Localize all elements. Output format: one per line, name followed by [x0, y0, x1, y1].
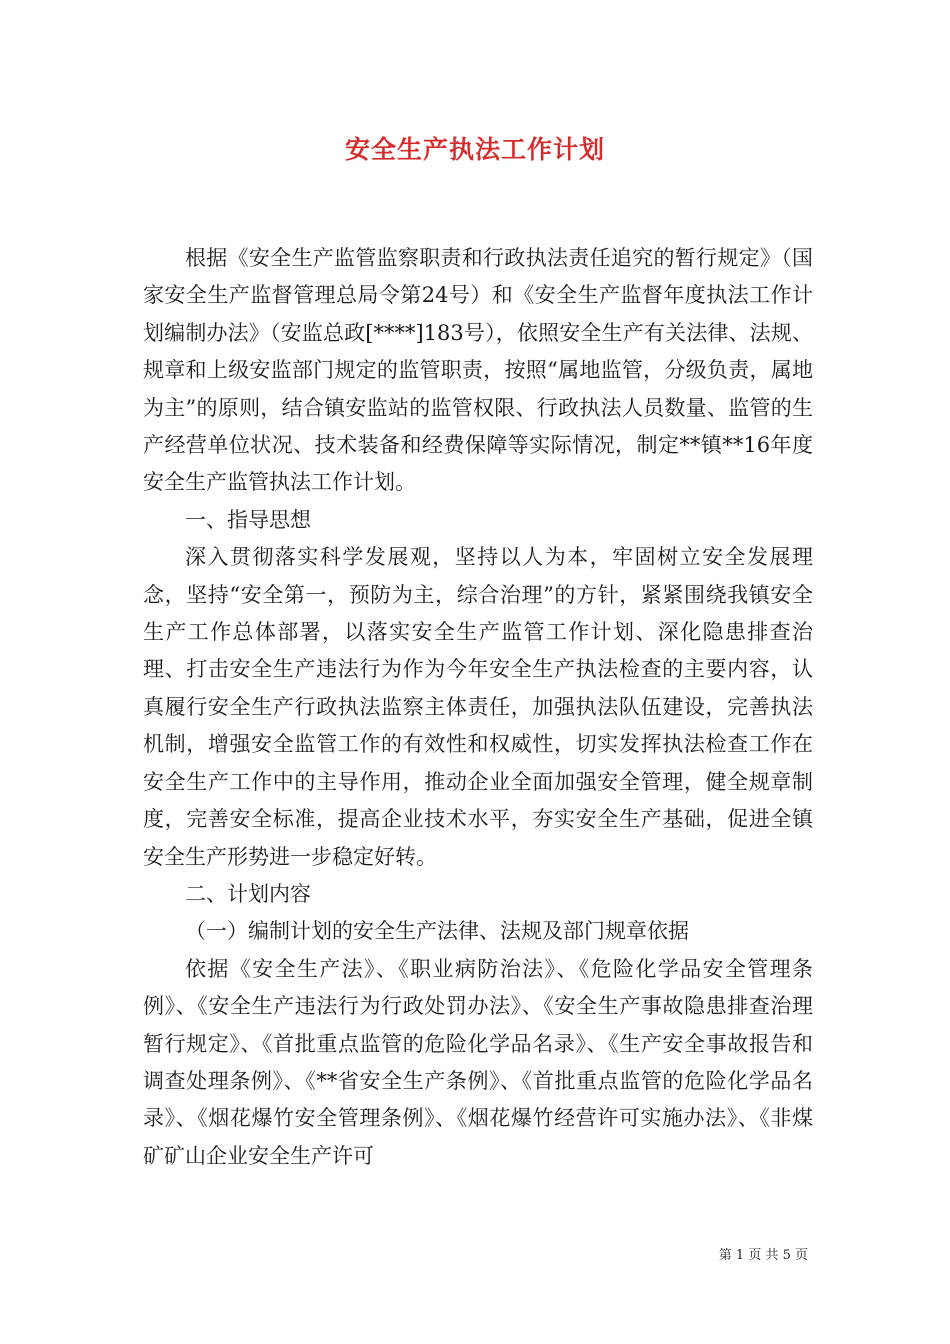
document-body	[143, 240, 813, 1175]
heading-plan-content: 二、计划内容	[185, 881, 311, 906]
paragraph-guiding-ideology: 深入贯彻落实科学发展观，坚持以人为本，牢固树立安全发展理念，坚持“安全第一，预防为主，综合治理”的方针，紧紧围绕我镇安全生产工作总体部署，以落实安全生产监管工作计划、深化隐患排查治理、打击安全生产违法行为作为今年安全生产执法检查的主要内容，认真履行安全生产行政执法监察主体责任，加强执法队伍建设，完善执法机制，增强安全监管工作的有效性和权威性，切实发挥执法检查工作在安全生产工作中的主导作用，推动企业全面加强安全管理，健全规章制度，完善安全标准，提高企业技术水平，夯实安全生产基础，促进全镇安全生产形势进一步稳定好转。	[143, 545, 813, 869]
heading-guiding-ideology: 一、指导思想	[185, 507, 311, 532]
subheading-legal-basis: （一）编制计划的安全生产法律、法规及部门规章依据	[185, 919, 689, 944]
paragraph-intro: 根据《安全生产监管监察职责和行政执法责任追究的暂行规定》（国家安全生产监督管理总局令第24号）和《安全生产监督年度执法工作计划编制办法》（安监总政[****]183号），依照安全生产有关法律、法规、规章和上级安监部门规定的监管职责，按照“属地监管，分级负责，属地为主”的原则，结合镇安监站的监管权限、行政执法人员数量、监管的生产经营单位状况、技术装备和经费保障等实际情况，制定**镇**16年度安全生产监管执法工作计划。	[143, 246, 813, 495]
page-number: 第 1 页 共 5 页	[718, 1248, 808, 1263]
document-title: 安全生产执法工作计划	[344, 135, 605, 164]
paragraph-legal-basis: 依据《安全生产法》、《职业病防治法》、《危险化学品安全管理条例》、《安全生产违法行为行政处罚办法》、《安全生产事故隐患排查治理暂行规定》、《首批重点监管的危险化学品名录》、《生产安全事故报告和调查处理条例》、《**省安全生产条例》、《首批重点监管的危险化学品名录》、《烟花爆竹安全管理条例》、《烟花爆竹经营许可实施办法》、《非煤矿矿山企业安全生产许可	[143, 956, 813, 1168]
